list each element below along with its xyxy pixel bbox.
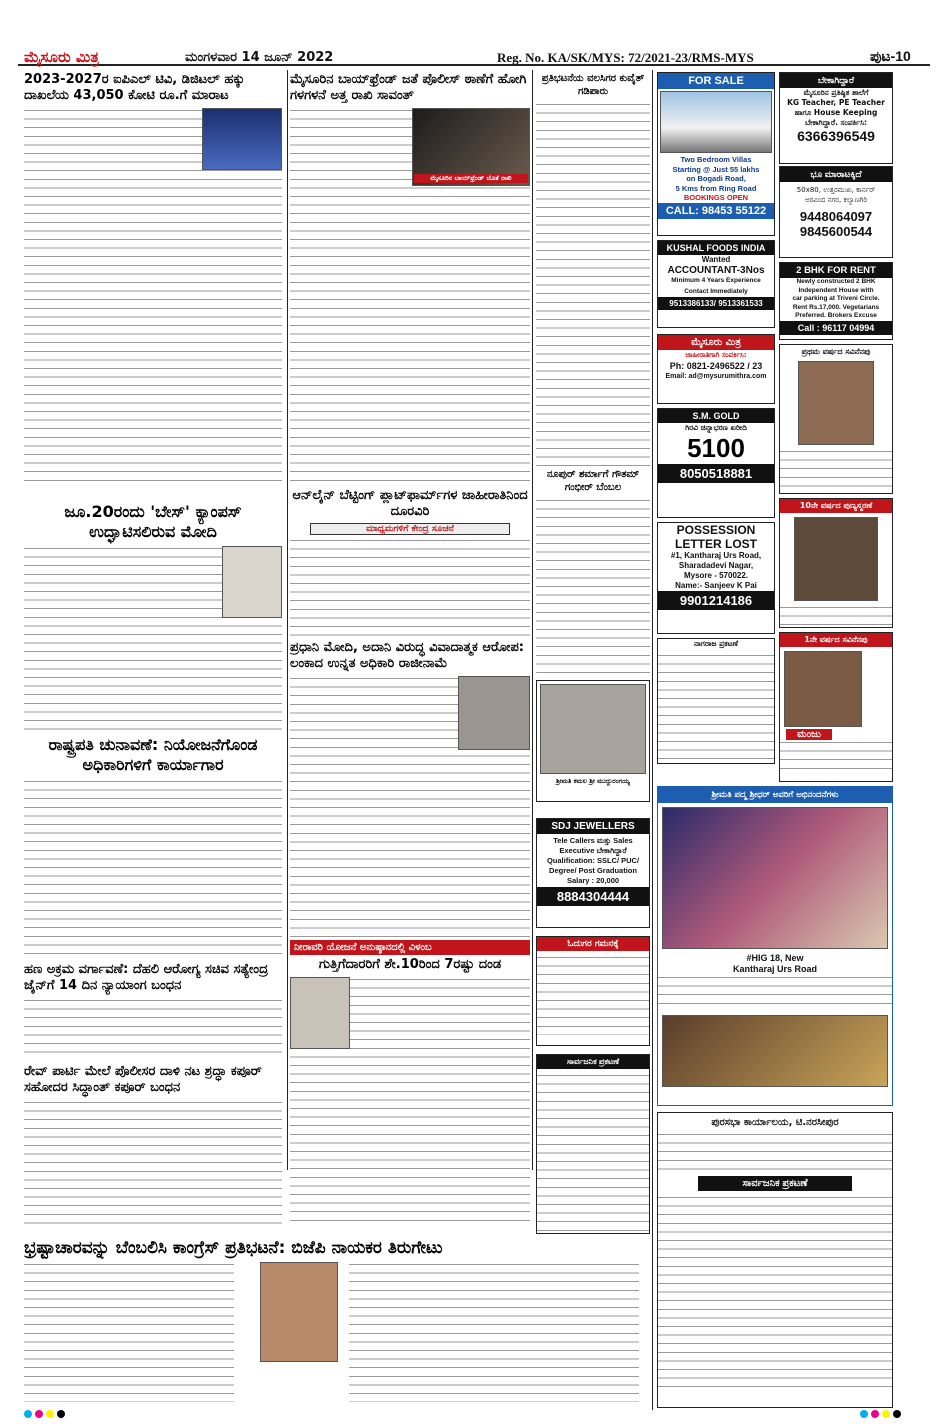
ad-body [658,975,892,1011]
article-headline: ಹಣ ಅಕ್ರಮ ವರ್ಗಾವಣೆ: ದೆಹಲಿ ಆರೋಗ್ಯ ಸಚಿವ ಸತ್ಯೇಂದ್ರ ಜೈನ್‌ಗೆ 14 ದಿನ ನ್ಯಾಯಾಂಗ ಬಂಧನ [24,962,269,993]
article-body [24,998,282,1060]
article-bjp [24,1238,652,1408]
ad-title: SDJ JEWELLERS [537,819,649,834]
villa-ad [657,72,775,236]
article-rakhi [290,72,530,484]
article-body [349,1262,639,1402]
lost-letter-ad [657,522,775,634]
ad-title: ಬೇಕಾಗಿದ್ದಾರೆ [780,73,892,88]
ad-title: S.M. GOLD [658,409,774,423]
ad-line: ಗಿರವಿ ಚಿನ್ನಾಭರಣ ಖರೀದಿ [685,423,747,432]
official-photo [458,676,530,750]
ad-body [780,740,892,770]
public-notice [536,1054,650,1234]
smriti-photo [260,1262,338,1362]
obituary-card [536,680,650,802]
article-adani [290,640,530,940]
article-headline: ಜೂ.20ರಂದು 'ಬೇಸ್' ಕ್ಯಾಂಪಸ್ ಉದ್ಘಾಟಿಸಲಿರುವ ಮೋದಿ [64,502,242,541]
ad-phone: 8884304444 [537,887,649,906]
ad-line: Sharadadevi Nagar, [678,561,754,570]
ad-line: Degree/ Post Graduation [549,866,637,875]
ad-phone: Call : 96117 04994 [780,321,892,335]
ad-phone: 8050518881 [658,464,774,483]
karjol-photo [290,977,350,1049]
ad-phone: CALL: 98453 55122 [658,203,774,219]
ad-line: ACCOUNTANT-3Nos [667,264,765,276]
column-rule [652,70,653,1410]
ad-line: ಬೇಕಾಗಿದ್ದಾರೆ. ಸಂಪರ್ಕಿಸಿ: [804,118,868,127]
article-headline: ಆನ್‌ಲೈನ್ ಬೆಟ್ಟಿಂಗ್ ಪ್ಲಾಟ್‌ಫಾರ್ಮ್‌ಗಳ ಜಾಹೀರಾತಿನಿಂದ ದೂರವಿರಿ [292,488,528,519]
article-neeravari [290,940,530,1234]
ad-line: Contact Immediately [684,287,748,295]
article-subhead: ಮಾಧ್ಯಮಗಳಿಗೆ ಕೇಂದ್ರ ಸೂಚನೆ [310,523,510,535]
trophy-photo [202,108,282,170]
ad-line: Wanted [701,255,731,264]
memorial-name: ಮಂಜು [786,729,832,740]
ad-line: Preferred. Brokers Excuse [795,312,877,319]
modi-photo [222,546,282,618]
article-body [24,779,282,959]
sdj-ad [536,818,650,928]
ad-title: ಪ್ರಥಮ ವರ್ಷದ ಸವಿನೆನಪು [801,347,871,356]
ad-line: ಅರವಿಂದ ನಗರ, ಕಲ್ಯಾಣಗಿರಿ [804,196,868,204]
ad-body [780,605,892,628]
article-satyendar [24,962,282,1062]
tender-ad [657,638,775,764]
registration-number: Reg. No. KA/SK/MYS: 72/2021-23/RMS-MYS [497,50,754,65]
ad-phone: 9901214186 [658,591,774,610]
obituary-name: ಶ್ರೀಮತಿ ಕಮಲ ಶ್ರೀ ಮುದ್ದುರಂಗಯ್ಯ [556,777,630,785]
ad-line: LETTER LOST [675,537,757,551]
ad-phone: Ph: 0821-2496522 / 23 [669,361,763,371]
ad-title: ಮೈಸೂರು ಮಿತ್ರ [658,335,774,350]
gamana-notice [536,936,650,1046]
ad-line: BOOKINGS OPEN [683,193,749,202]
memorial-2 [779,498,893,628]
article-headline: 2023-2027ರ ಐಪಿಎಲ್ ಟಿವಿ, ಡಿಜಿಟಲ್ ಹಕ್ಕು ದಾಖಲೆಯ 43,050 ಕೋಟಿ ರೂ.ಗೆ ಮಾರಾಟ [24,72,245,103]
site-sale-ad [779,166,893,258]
ad-line: on Bogadi Road, [686,174,746,183]
ad-line: Mysore - 570022. [683,571,749,580]
ad-body [658,1195,892,1395]
mitra-ad [657,334,775,404]
memorial-photo [794,517,878,601]
ad-title: 1ನೇ ವರ್ಷದ ಸವಿನೆನಪು [780,633,892,647]
column-rule [287,70,288,1170]
article-headline: ಭ್ರಷ್ಟಾಚಾರವನ್ನು ಬೆಂಬಲಿಸಿ ಕಾಂಗ್ರೆಸ್ ಪ್ರತಿಭಟನೆ: ಬಿಜೆಪಿ ನಾಯಕರ ತಿರುಗೇಟು [24,1238,443,1258]
ad-title: ನಾಗರಾಜ ಪ್ರಕಟಣೆ [693,639,738,648]
memorial-photo [784,651,862,727]
article-headline: ಪ್ರತಿಭಟನೆಯ ವಲಸಿಗರ ಕುವೈತ್ ಗಡಿಪಾರು [541,73,645,97]
column-rule [532,70,533,1170]
masthead: ಮೈಸೂರು ಮಿತ್ರ [24,48,99,66]
article-body [536,498,650,674]
ad-line: #HIG 18, New [746,953,804,963]
ad-title: ಪುರಸಭಾ ಕಾರ್ಯಾಲಯ, ಟಿ.ನರಸೀಪುರ [711,1117,839,1128]
ad-title: ಶ್ರೀಮತಿ ಪದ್ಮ ಶ್ರೀಧರ್ ಅವರಿಗೆ ಅಭಿನಂದನೆಗಳು [658,787,892,803]
ad-body [537,1073,649,1233]
ad-title: ಸಾರ್ವಜನಿಕ ಪ್ರಕಟಣೆ [537,1055,649,1069]
shridhar-congrats-ad [657,786,893,1106]
ad-phone: 6366396549 [797,128,875,144]
ad-body [780,449,892,489]
ad-phone: 9845600544 [799,224,873,239]
article-headline: ಗುತ್ತಿಗೆದಾರರಿಗೆ ಶೇ.10ರಿಂದ 7ರಷ್ಟು ದಂಡ [318,957,502,972]
ad-line: Name:- Sanjeev K Pai [675,581,757,590]
ad-title: ಭೂ ಮಾರಾಟಕ್ಕಿದೆ [780,167,892,182]
ad-body [658,1132,892,1172]
ad-line: Rent Rs.17,000. Vegetarians [792,303,880,311]
gold-ad [657,408,775,518]
obituary-photo [540,684,646,774]
article-siddhant [24,1064,282,1234]
ad-title: 10ನೇ ವರ್ಷದ ಪುಣ್ಯಸ್ಮರಣೆ [780,499,892,513]
award-photo [662,807,888,949]
ad-line: ಹಾಗೂ House Keeping [794,108,878,117]
ad-title: KUSHAL FOODS INDIA [658,241,774,255]
ad-line: Tele Callers ಮತ್ತು Sales [553,836,633,845]
article-betting [290,488,530,638]
ad-line: Newly constructed 2 BHK [796,278,876,285]
ad-line: Minimum 4 Years Experience [671,277,761,284]
article-nupur [536,468,650,674]
ad-line: car parking at Triveni Circle. [792,295,880,302]
memorial-1 [779,344,893,494]
municipal-notice [657,1112,893,1408]
article-president [24,735,282,961]
villa-photo [660,91,772,153]
award-photo [662,1015,888,1087]
article-body [24,1262,234,1402]
article-band: ನೀರಾವರಿ ಯೋಜನೆ ಅನುಷ್ಠಾನದಲ್ಲಿ ವಿಳಂಬ [290,940,530,955]
ad-line: Starting @ Just 55 lakhs [672,164,760,174]
article-headline: ಪ್ರಧಾನಿ ಮೋದಿ, ಅದಾನಿ ವಿರುದ್ಧ ವಿವಾದಾತ್ಮಕ ಆರೋಪ: ಲಂಕಾದ ಉನ್ನತ ಅಧಿಕಾರಿ ರಾಜೀನಾಮೆ [290,640,524,671]
ad-line: Qualification: SSLC/ PUC/ [546,856,640,865]
ad-body [537,955,649,1035]
ad-line: KG Teacher, PE Teacher [787,98,885,107]
ad-email: Email: ad@mysurumithra.com [665,373,767,380]
article-body [536,102,650,466]
article-headline: ಮೈಸೂರಿನ ಬಾಯ್‌ಫ್ರೆಂಡ್ ಜತೆ ಪೊಲೀಸ್ ಠಾಣೆಗೆ ಹೋಗಿ ಗಳಗಳನೆ ಅತ್ತ ರಾಖಿ ಸಾವಂತ್ [290,72,527,103]
bhk-rent-ad [779,262,893,340]
ad-line: 5 Kms from Ring Road [675,183,757,193]
ad-line: Two Bedroom Villas [680,155,752,164]
page-number: ಪುಟ-10 [870,48,911,64]
kushal-ad [657,240,775,328]
ad-big-number: 5100 [687,433,745,463]
photo-caption: ಮೈಸೂರಿನ ಬಾಯ್‌ಫ್ರೆಂಡ್ ಜೊತೆ ರಾಖಿ [414,174,528,183]
ad-line: Executive ಬೇಕಾಗಿದ್ದಾರೆ [559,846,627,855]
article-headline: ರಾಷ್ಟ್ರಪತಿ ಚುನಾವಣೆ: ನಿಯೋಜನೆಗೊಂಡ ಅಧಿಕಾರಿಗಳಿಗೆ ಕಾರ್ಯಾಗಾರ [48,735,258,774]
ad-line: ಮೈಸೂರಿನ ಪ್ರತಿಷ್ಠಿತ ಶಾಲೆಗೆ [803,88,869,97]
ad-title: 2 BHK FOR RENT [780,263,892,278]
ad-line: Salary : 20,000 [566,876,620,885]
ad-band: ಸಾರ್ವಜನಿಕ ಪ್ರಕಟಣೆ [698,1176,852,1191]
article-ipl [24,72,282,500]
ad-title: ಓದುಗರ ಗಮನಕ್ಕೆ [537,937,649,951]
memorial-photo [798,361,874,445]
issue-date: ಮಂಗಳವಾರ 14 ಜೂನ್ 2022 [185,50,334,65]
page-header [18,44,930,66]
print-registration-marks [24,1410,65,1418]
teacher-ad [779,72,893,164]
ad-title: FOR SALE [658,73,774,89]
ad-line: Kantharaj Urs Road [732,964,818,974]
ad-line: Independent House with [798,286,874,294]
ad-line: #1, Kantharaj Urs Road, [670,551,762,560]
ad-body [658,653,774,763]
ad-line: ಜಾಹೀರಾತಿಗಾಗಿ ಸಂಪರ್ಕಿಸಿ: [685,351,747,359]
ad-phone: 9448064097 [799,209,873,224]
article-body [290,538,530,638]
ad-line: 50x80, ಉತ್ತರಮುಖ, ಕಾರ್ನರ್ [796,186,876,194]
memorial-3 [779,632,893,782]
ad-line: POSSESSION [676,523,756,537]
article-headline: ರೇವ್ ಪಾರ್ಟಿ ಮೇಲೆ ಪೊಲೀಸರ ದಾಳಿ ನಟ ಶ್ರದ್ಧಾ ಕಪೂರ್ ಸಹೋದರ ಸಿದ್ಧಾಂತ್ ಕಪೂರ್ ಬಂಧನ [24,1064,262,1095]
print-registration-marks [860,1410,901,1418]
article-body [24,1100,282,1230]
article-kuwait [536,72,650,466]
article-headline: ನೂಪುರ್ ಶರ್ಮಾಗೆ ಗೌತಮ್ ಗಂಭೀರ್ ಬೆಂಬಲ [546,469,640,493]
ad-phone: 9513386133/ 9513361533 [658,297,774,310]
